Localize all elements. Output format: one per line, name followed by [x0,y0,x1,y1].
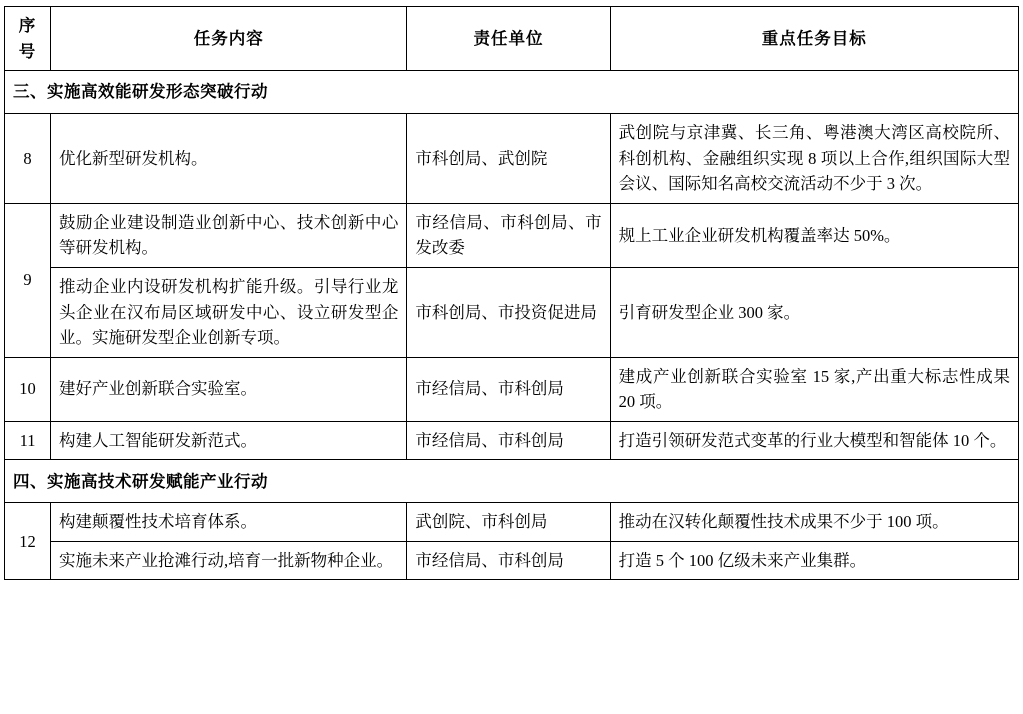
responsible-unit: 市经信局、市科创局 [407,357,610,421]
responsible-unit: 市经信局、市科创局 [407,541,610,580]
row-number: 9 [5,203,51,357]
task-goal: 打造 5 个 100 亿级未来产业集群。 [610,541,1018,580]
responsible-unit: 武创院、市科创局 [407,503,610,542]
task-table [4,6,1019,580]
task-goal: 推动在汉转化颠覆性技术成果不少于 100 项。 [610,503,1018,542]
task-content: 推动企业内设研发机构扩能升级。引导行业龙头企业在汉布局区域研发中心、设立研发型企业。实施研发型企业创新专项。 [51,267,407,357]
row-number: 10 [5,357,51,421]
responsible-unit: 市经信局、市科创局、市发改委 [407,203,610,267]
responsible-unit: 市科创局、武创院 [407,114,610,204]
row-number: 8 [5,114,51,204]
task-content: 构建人工智能研发新范式。 [51,421,407,460]
table-body [5,71,1019,580]
responsible-unit: 市经信局、市科创局 [407,421,610,460]
table-row [5,357,1019,421]
section-row [5,460,1019,503]
task-content: 鼓励企业建设制造业创新中心、技术创新中心等研发机构。 [51,203,407,267]
row-number: 11 [5,421,51,460]
column-header-no: 序号 [5,7,51,71]
row-number: 12 [5,503,51,580]
task-content: 建好产业创新联合实验室。 [51,357,407,421]
table-row [5,203,1019,267]
task-goal: 规上工业企业研发机构覆盖率达 50%。 [610,203,1018,267]
task-goal: 引育研发型企业 300 家。 [610,267,1018,357]
column-header-task: 任务内容 [51,7,407,71]
section-title: 四、实施高技术研发赋能产业行动 [5,460,1019,503]
section-title: 三、实施高效能研发形态突破行动 [5,71,1019,114]
table-row [5,541,1019,580]
table-row [5,421,1019,460]
task-goal: 打造引领研发范式变革的行业大模型和智能体 10 个。 [610,421,1018,460]
table-header [5,7,1019,71]
task-goal: 建成产业创新联合实验室 15 家,产出重大标志性成果 20 项。 [610,357,1018,421]
table-row [5,267,1019,357]
column-header-goal: 重点任务目标 [610,7,1018,71]
task-content: 优化新型研发机构。 [51,114,407,204]
task-content: 构建颠覆性技术培育体系。 [51,503,407,542]
task-content: 实施未来产业抢滩行动,培育一批新物种企业。 [51,541,407,580]
responsible-unit: 市科创局、市投资促进局 [407,267,610,357]
table-row [5,503,1019,542]
column-header-unit: 责任单位 [407,7,610,71]
section-row [5,71,1019,114]
table-row [5,114,1019,204]
task-goal: 武创院与京津冀、长三角、粤港澳大湾区高校院所、科创机构、金融组织实现 8 项以上合作,组织国际大型会议、国际知名高校交流活动不少于 3 次。 [610,114,1018,204]
table-header-row [5,7,1019,71]
